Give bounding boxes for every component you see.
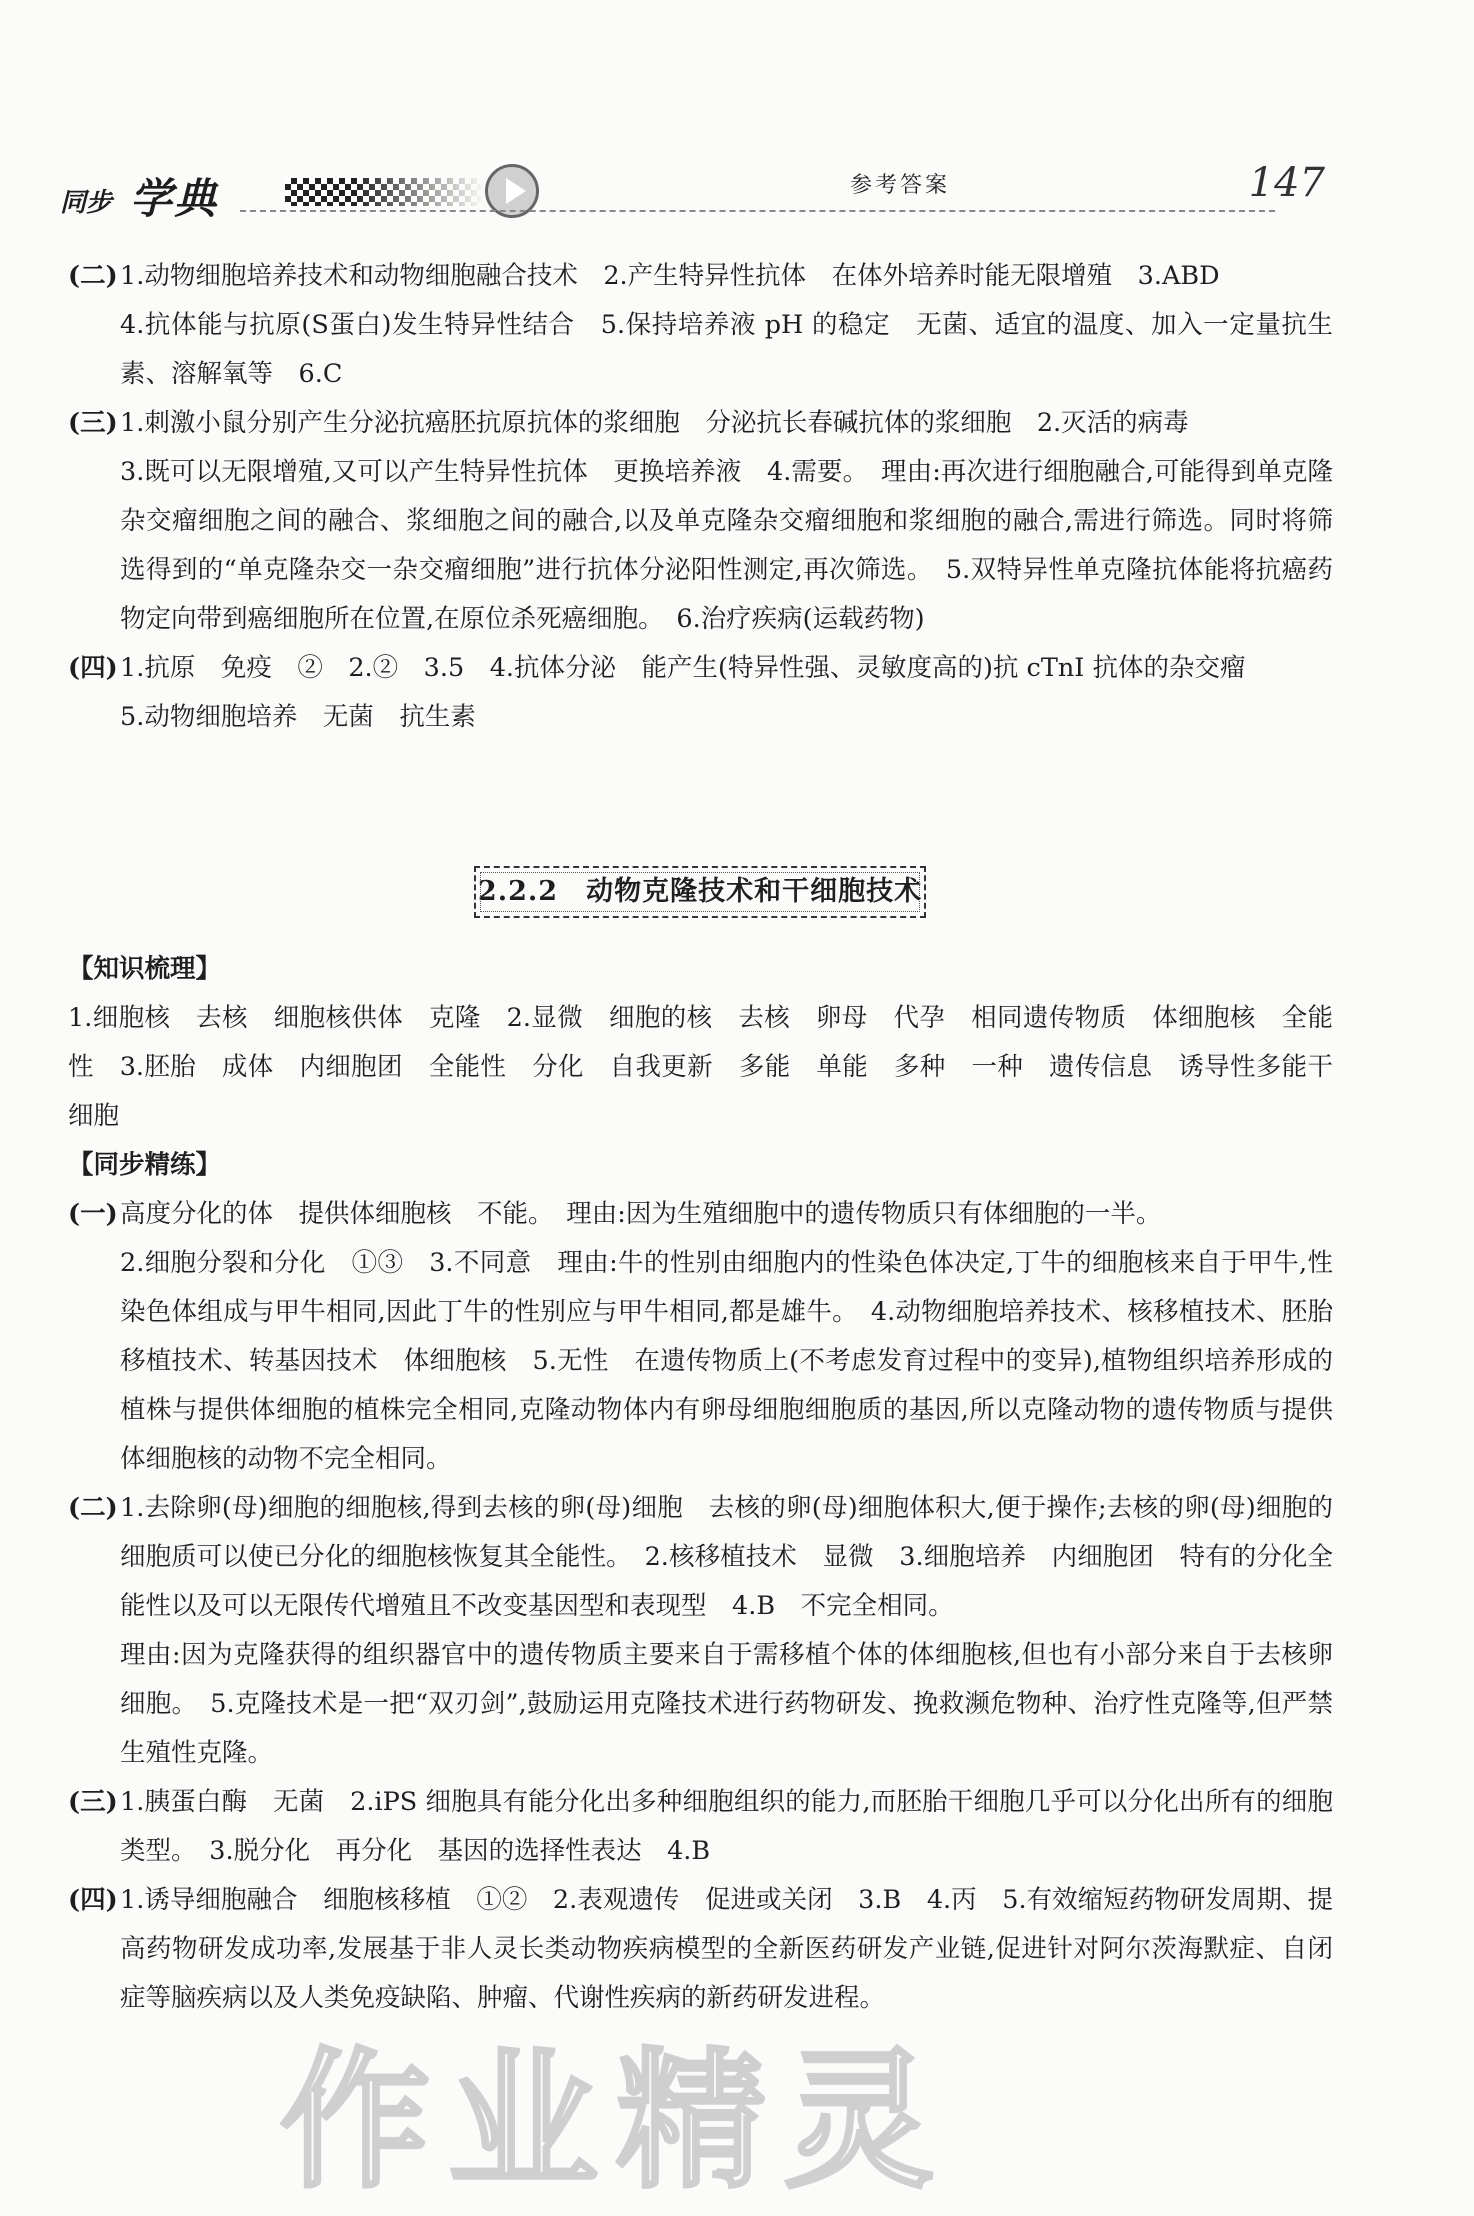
page-number: 147 [1248, 160, 1325, 206]
question-block [68, 644, 1333, 742]
answers-section [68, 945, 1333, 2023]
answer-line: 1.刺激小鼠分别产生分泌抗癌胚抗原抗体的浆细胞 分泌抗长春碱抗体的浆细胞 2.灭活的病毒 [120, 408, 1189, 438]
question-body [120, 1190, 1333, 1484]
question-label: (四) [68, 1885, 118, 1915]
question-label: (二) [68, 261, 118, 291]
section-title: 2.2.2 动物克隆技术和干细胞技术 [474, 866, 926, 918]
header-title: 参考答案 [850, 173, 951, 198]
logo-brand-text: 学典 [130, 174, 219, 223]
answers-top [68, 252, 1333, 742]
knowledge-heading: 【知识梳理】 [68, 954, 222, 984]
header-divider [240, 210, 1275, 212]
question-label: (四) [68, 653, 118, 683]
watermark-text: 作业精灵 [280, 2035, 953, 2209]
question-block [68, 252, 1333, 399]
logo-small-text: 同步 [60, 188, 113, 218]
answer-line: 1.动物细胞培养技术和动物细胞融合技术 2.产生特异性抗体 在体外培养时能无限增殖 3.ABD [120, 261, 1220, 291]
answer-text: 1.去除卵(母)细胞的细胞核,得到去核的卵(母)细胞 去核的卵(母)细胞体积大,便于操作;去核的卵(母)细胞的细胞质可以使已分化的细胞核恢复其全能性。 2.核移植技术 显微 3.细胞培养 内细胞团 特有的分化全能性以及可以无限传代增殖且不改变基因型和表现型 4.B 不完全相同。 [120, 1493, 1333, 1621]
question-body [120, 252, 1333, 399]
answer-text: 理由:因为克隆获得的组织器官中的遗传物质主要来自于需移植个体的体细胞核,但也有小部分来自于去核卵细胞。 5.克隆技术是一把“双刃剑”,鼓励运用克隆技术进行药物研发、挽救濒危物种、治疗性克隆等,但严禁生殖性克隆。 [120, 1640, 1333, 1768]
answer-line: 4.抗体能与抗原(S蛋白)发生特异性结合 5.保持培养液 pH 的稳定 无菌、适宜的温度、加入一定量抗生素、溶解氧等 6.C [120, 310, 1333, 389]
question-label: (一) [68, 1199, 118, 1229]
question-label: (二) [68, 1493, 118, 1523]
answer-text: 1.诱导细胞融合 细胞核移植 ①② 2.表观遗传 促进或关闭 3.B 4.丙 5.有效缩短药物研发周期、提高药物研发成功率,发展基于非人灵长类动物疾病模型的全新医药研发产业链,促进针对阿尔茨海默症、自闭症等脑疾病以及人类免疫缺陷、肿瘤、代谢性疾病的新药研发进程。 [120, 1885, 1333, 2013]
checker-decoration [285, 178, 485, 206]
question-body [120, 644, 1333, 742]
answer-line: 3.既可以无限增殖,又可以产生特异性抗体 更换培养液 4.需要。 理由:再次进行细胞融合,可能得到单克隆杂交瘤细胞之间的融合、浆细胞之间的融合,以及单克隆杂交瘤细胞和浆细胞的融合,需进行筛选。同时将筛选得到的“单克隆杂交一杂交瘤细胞”进行抗体分泌阳性测定,再次筛选。 5.双特异性单克隆抗体能将抗癌药物定向带到癌细胞所在位置,在原位杀死癌细胞。 6.治疗疾病(运载药物) [120, 457, 1333, 634]
question-body [120, 1484, 1333, 1778]
answer-text: 1.胰蛋白酶 无菌 2.iPS 细胞具有能分化出多种细胞组织的能力,而胚胎干细胞几乎可以分化出所有的细胞类型。 3.脱分化 再分化 基因的选择性表达 4.B [120, 1787, 1333, 1866]
question-body [120, 1778, 1333, 1876]
page-header [60, 160, 1335, 223]
question-body [120, 399, 1333, 644]
question-block [68, 399, 1333, 644]
question-block [68, 1190, 1333, 1484]
question-block [68, 1484, 1333, 1778]
answer-line: 5.动物细胞培养 无菌 抗生素 [120, 702, 476, 732]
knowledge-text: 1.细胞核 去核 细胞核供体 克隆 2.显微 细胞的核 去核 卵母 代孕 相同遗传物质 体细胞核 全能性 3.胚胎 成体 内细胞团 全能性 分化 自我更新 多能 单能 多种 一种 遗传信息 诱导性多能干细胞 [68, 1003, 1333, 1131]
question-block [68, 1778, 1333, 1876]
question-label: (三) [68, 1787, 118, 1817]
answer-line: 1.抗原 免疫 ② 2.② 3.5 4.抗体分泌 能产生(特异性强、灵敏度高的)抗 cTnI 抗体的杂交瘤 [120, 653, 1246, 683]
answer-text: 高度分化的体 提供体细胞核 不能。 理由:因为生殖细胞中的遗传物质只有体细胞的一半。 [120, 1199, 1162, 1229]
answer-text: 2.细胞分裂和分化 ①③ 3.不同意 理由:牛的性别由细胞内的性染色体决定,丁牛的细胞核来自于甲牛,性染色体组成与甲牛相同,因此丁牛的性别应与甲牛相同,都是雄牛。 4.动物细胞培养技术、核移植技术、胚胎移植技术、转基因技术 体细胞核 5.无性 在遗传物质上(不考虑发育过程中的变异),植物组织培养形成的植株与提供体细胞的植株完全相同,克隆动物体内有卵母细胞细胞质的基因,所以克隆动物的遗传物质与提供体细胞核的动物不完全相同。 [120, 1248, 1333, 1474]
question-label: (三) [68, 408, 118, 438]
practice-heading: 【同步精练】 [68, 1150, 222, 1180]
